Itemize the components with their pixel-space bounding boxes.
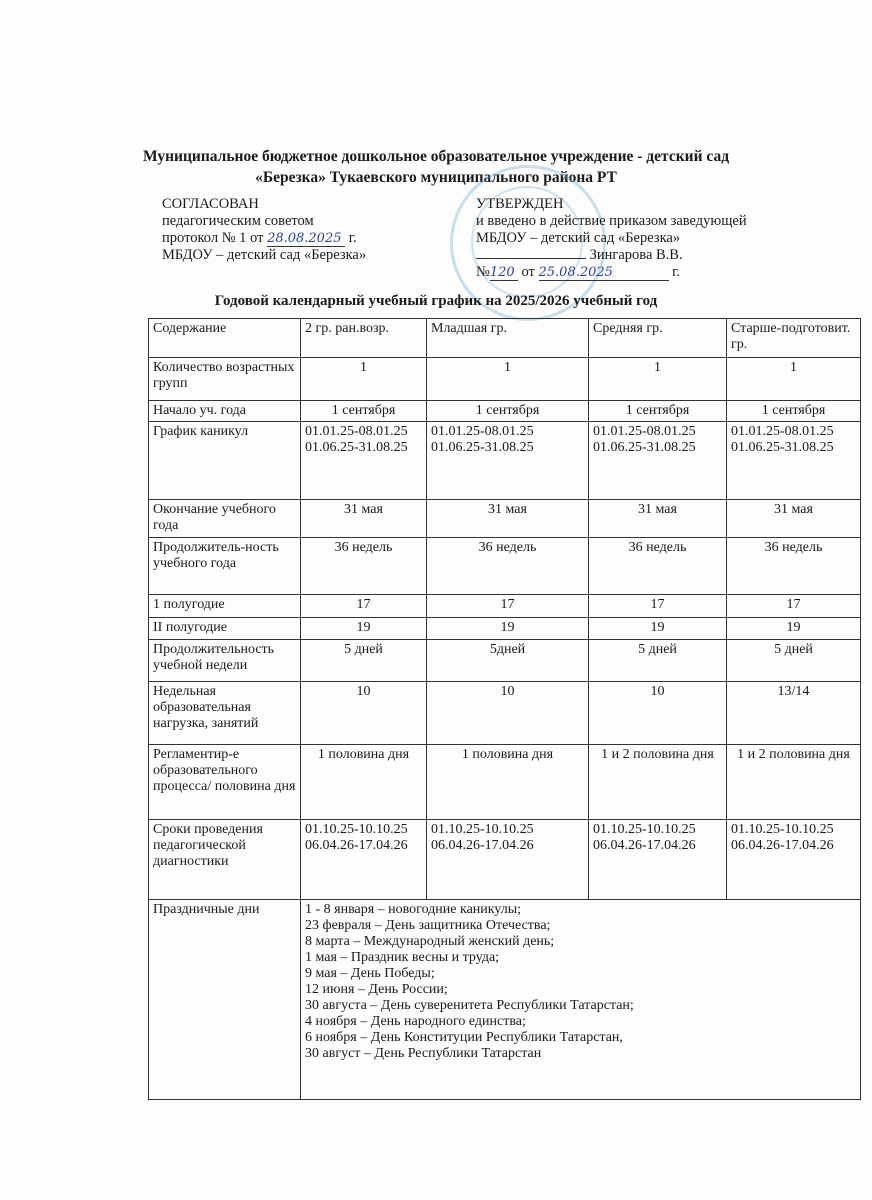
approved-order <box>476 264 747 281</box>
holiday-item: 1 мая – Праздник весны и труда; <box>305 950 500 965</box>
row-label: График каникул <box>149 422 301 500</box>
table-cell: 01.10.25-10.10.25 06.04.26-17.04.26 <box>727 820 861 900</box>
holiday-item: 4 ноября – День народного единства; <box>305 1014 526 1029</box>
table-cell: 31 мая <box>727 500 861 538</box>
org-line: «Березка» Тукаевского муниципального района РТ <box>255 169 617 186</box>
holiday-item: 30 августа – День суверенитета Республики Татарстан; <box>305 998 634 1013</box>
table-cell: 1 половина дня <box>427 745 589 820</box>
table-cell: 19 <box>427 618 589 640</box>
table-cell: 17 <box>589 595 727 618</box>
header-cell: Младшая гр. <box>427 319 589 358</box>
table-cell: 1 сентября <box>589 401 727 422</box>
table-row <box>149 820 861 900</box>
row-label: 1 полугодие <box>149 595 301 618</box>
signature-line <box>476 258 586 259</box>
approved-line: МБДОУ – детский сад «Березка» <box>476 230 681 246</box>
table-cell: 1 половина дня <box>301 745 427 820</box>
schedule-table <box>148 318 861 1100</box>
table-row <box>149 358 861 401</box>
table-row <box>149 745 861 820</box>
table-cell: 36 недель <box>589 538 727 595</box>
approved-block <box>476 196 747 281</box>
approved-heading: УТВЕРЖДЕН <box>476 196 564 212</box>
agreed-line: МБДОУ – детский сад «Березка» <box>162 247 367 263</box>
header-cell: Старше-подготовит. гр. <box>727 319 861 358</box>
table-cell: 01.01.25-08.01.25 01.06.25-31.08.25 <box>589 422 727 500</box>
header-cell: Средняя гр. <box>589 319 727 358</box>
table-row <box>149 640 861 682</box>
holiday-item: 23 февраля – День защитника Отечества; <box>305 918 551 933</box>
table-row-holidays <box>149 900 861 1100</box>
table-row <box>149 595 861 618</box>
table-cell: 1 сентября <box>301 401 427 422</box>
holidays-list <box>301 900 861 1100</box>
table-cell: 01.10.25-10.10.25 06.04.26-17.04.26 <box>301 820 427 900</box>
agreed-protocol <box>162 230 366 247</box>
table-row <box>149 618 861 640</box>
protocol-date: 28.08.2025 <box>267 231 345 247</box>
table-cell: 1 <box>427 358 589 401</box>
table-cell: 1 <box>727 358 861 401</box>
table-cell: 1 <box>589 358 727 401</box>
approved-signer <box>476 247 747 264</box>
table-cell: 5 дней <box>589 640 727 682</box>
header-cell: Содержание <box>149 319 301 358</box>
table-cell: 31 мая <box>301 500 427 538</box>
row-label: II полугодие <box>149 618 301 640</box>
table-cell: 1 сентября <box>727 401 861 422</box>
row-label: Окончание учебного года <box>149 500 301 538</box>
row-label: Продолжитель-ность учебного года <box>149 538 301 595</box>
organization-title <box>0 146 872 188</box>
table-row <box>149 682 861 745</box>
table-cell: 01.01.25-08.01.25 01.06.25-31.08.25 <box>427 422 589 500</box>
table-cell: 1 <box>301 358 427 401</box>
holiday-item: 8 марта – Международный женский день; <box>305 934 555 949</box>
table-cell: 17 <box>301 595 427 618</box>
table-cell: 17 <box>727 595 861 618</box>
table-cell: 1 сентября <box>427 401 589 422</box>
header-cell: 2 гр. ран.возр. <box>301 319 427 358</box>
agreed-heading: СОГЛАСОВАН <box>162 196 259 212</box>
protocol-prefix: протокол № 1 от <box>162 230 264 246</box>
approved-line: и введено в действие приказом заведующей <box>476 213 747 229</box>
row-label: Недельная образовательная нагрузка, занятий <box>149 682 301 745</box>
row-label: Регламентир-е образовательного процесса/ половина дня <box>149 745 301 820</box>
table-cell: 31 мая <box>589 500 727 538</box>
table-row <box>149 538 861 595</box>
agreed-block <box>162 196 366 264</box>
suffix: г. <box>348 230 357 246</box>
table-cell: 5дней <box>427 640 589 682</box>
table-cell: 1 и 2 половина дня <box>727 745 861 820</box>
table-cell: 1 и 2 половина дня <box>589 745 727 820</box>
table-cell: 5 дней <box>727 640 861 682</box>
table-cell: 10 <box>301 682 427 745</box>
table-cell: 10 <box>427 682 589 745</box>
table-row <box>149 401 861 422</box>
table-cell: 01.01.25-08.01.25 01.06.25-31.08.25 <box>301 422 427 500</box>
table-cell: 10 <box>589 682 727 745</box>
suffix: г. <box>672 264 681 280</box>
order-number: 120 <box>490 265 518 281</box>
table-cell: 19 <box>301 618 427 640</box>
table-cell: 36 недель <box>301 538 427 595</box>
holiday-item: 30 август – День Республики Татарстан <box>305 1046 542 1061</box>
row-label: Количество возрастных групп <box>149 358 301 401</box>
table-cell: 01.10.25-10.10.25 06.04.26-17.04.26 <box>427 820 589 900</box>
holiday-item: 9 мая – День Победы; <box>305 966 435 981</box>
row-label: Сроки проведения педагогической диагностики <box>149 820 301 900</box>
org-line: Муниципальное бюджетное дошкольное образовательное учреждение - детский сад <box>142 148 730 165</box>
holiday-item: 6 ноября – День Конституции Республики Татарстан, <box>305 1030 623 1045</box>
no-prefix: № <box>476 264 490 280</box>
row-label: Начало уч. года <box>149 401 301 422</box>
holiday-item: 1 - 8 января – новогодние каникулы; <box>305 902 522 917</box>
table-row <box>149 422 861 500</box>
order-date: 25.08.2025 <box>539 265 669 281</box>
table-cell: 5 дней <box>301 640 427 682</box>
table-cell: 01.01.25-08.01.25 01.06.25-31.08.25 <box>727 422 861 500</box>
table-header-row <box>149 319 861 358</box>
table-cell: 36 недель <box>427 538 589 595</box>
table-cell: 01.10.25-10.10.25 06.04.26-17.04.26 <box>589 820 727 900</box>
table-cell: 36 недель <box>727 538 861 595</box>
document-title: Годовой календарный учебный график на 2025/2026 учебный год <box>214 293 658 309</box>
table-cell: 19 <box>727 618 861 640</box>
agreed-line: педагогическим советом <box>162 213 314 229</box>
table-cell: 17 <box>427 595 589 618</box>
from-label: от <box>521 264 535 280</box>
row-label: Продолжительность учебной недели <box>149 640 301 682</box>
table-cell: 31 мая <box>427 500 589 538</box>
table-row <box>149 500 861 538</box>
signer-name: Зингарова В.В. <box>589 247 683 263</box>
holiday-item: 12 июня – День России; <box>305 982 448 997</box>
row-label: Праздничные дни <box>149 900 301 1100</box>
table-cell: 19 <box>589 618 727 640</box>
table-cell: 13/14 <box>727 682 861 745</box>
